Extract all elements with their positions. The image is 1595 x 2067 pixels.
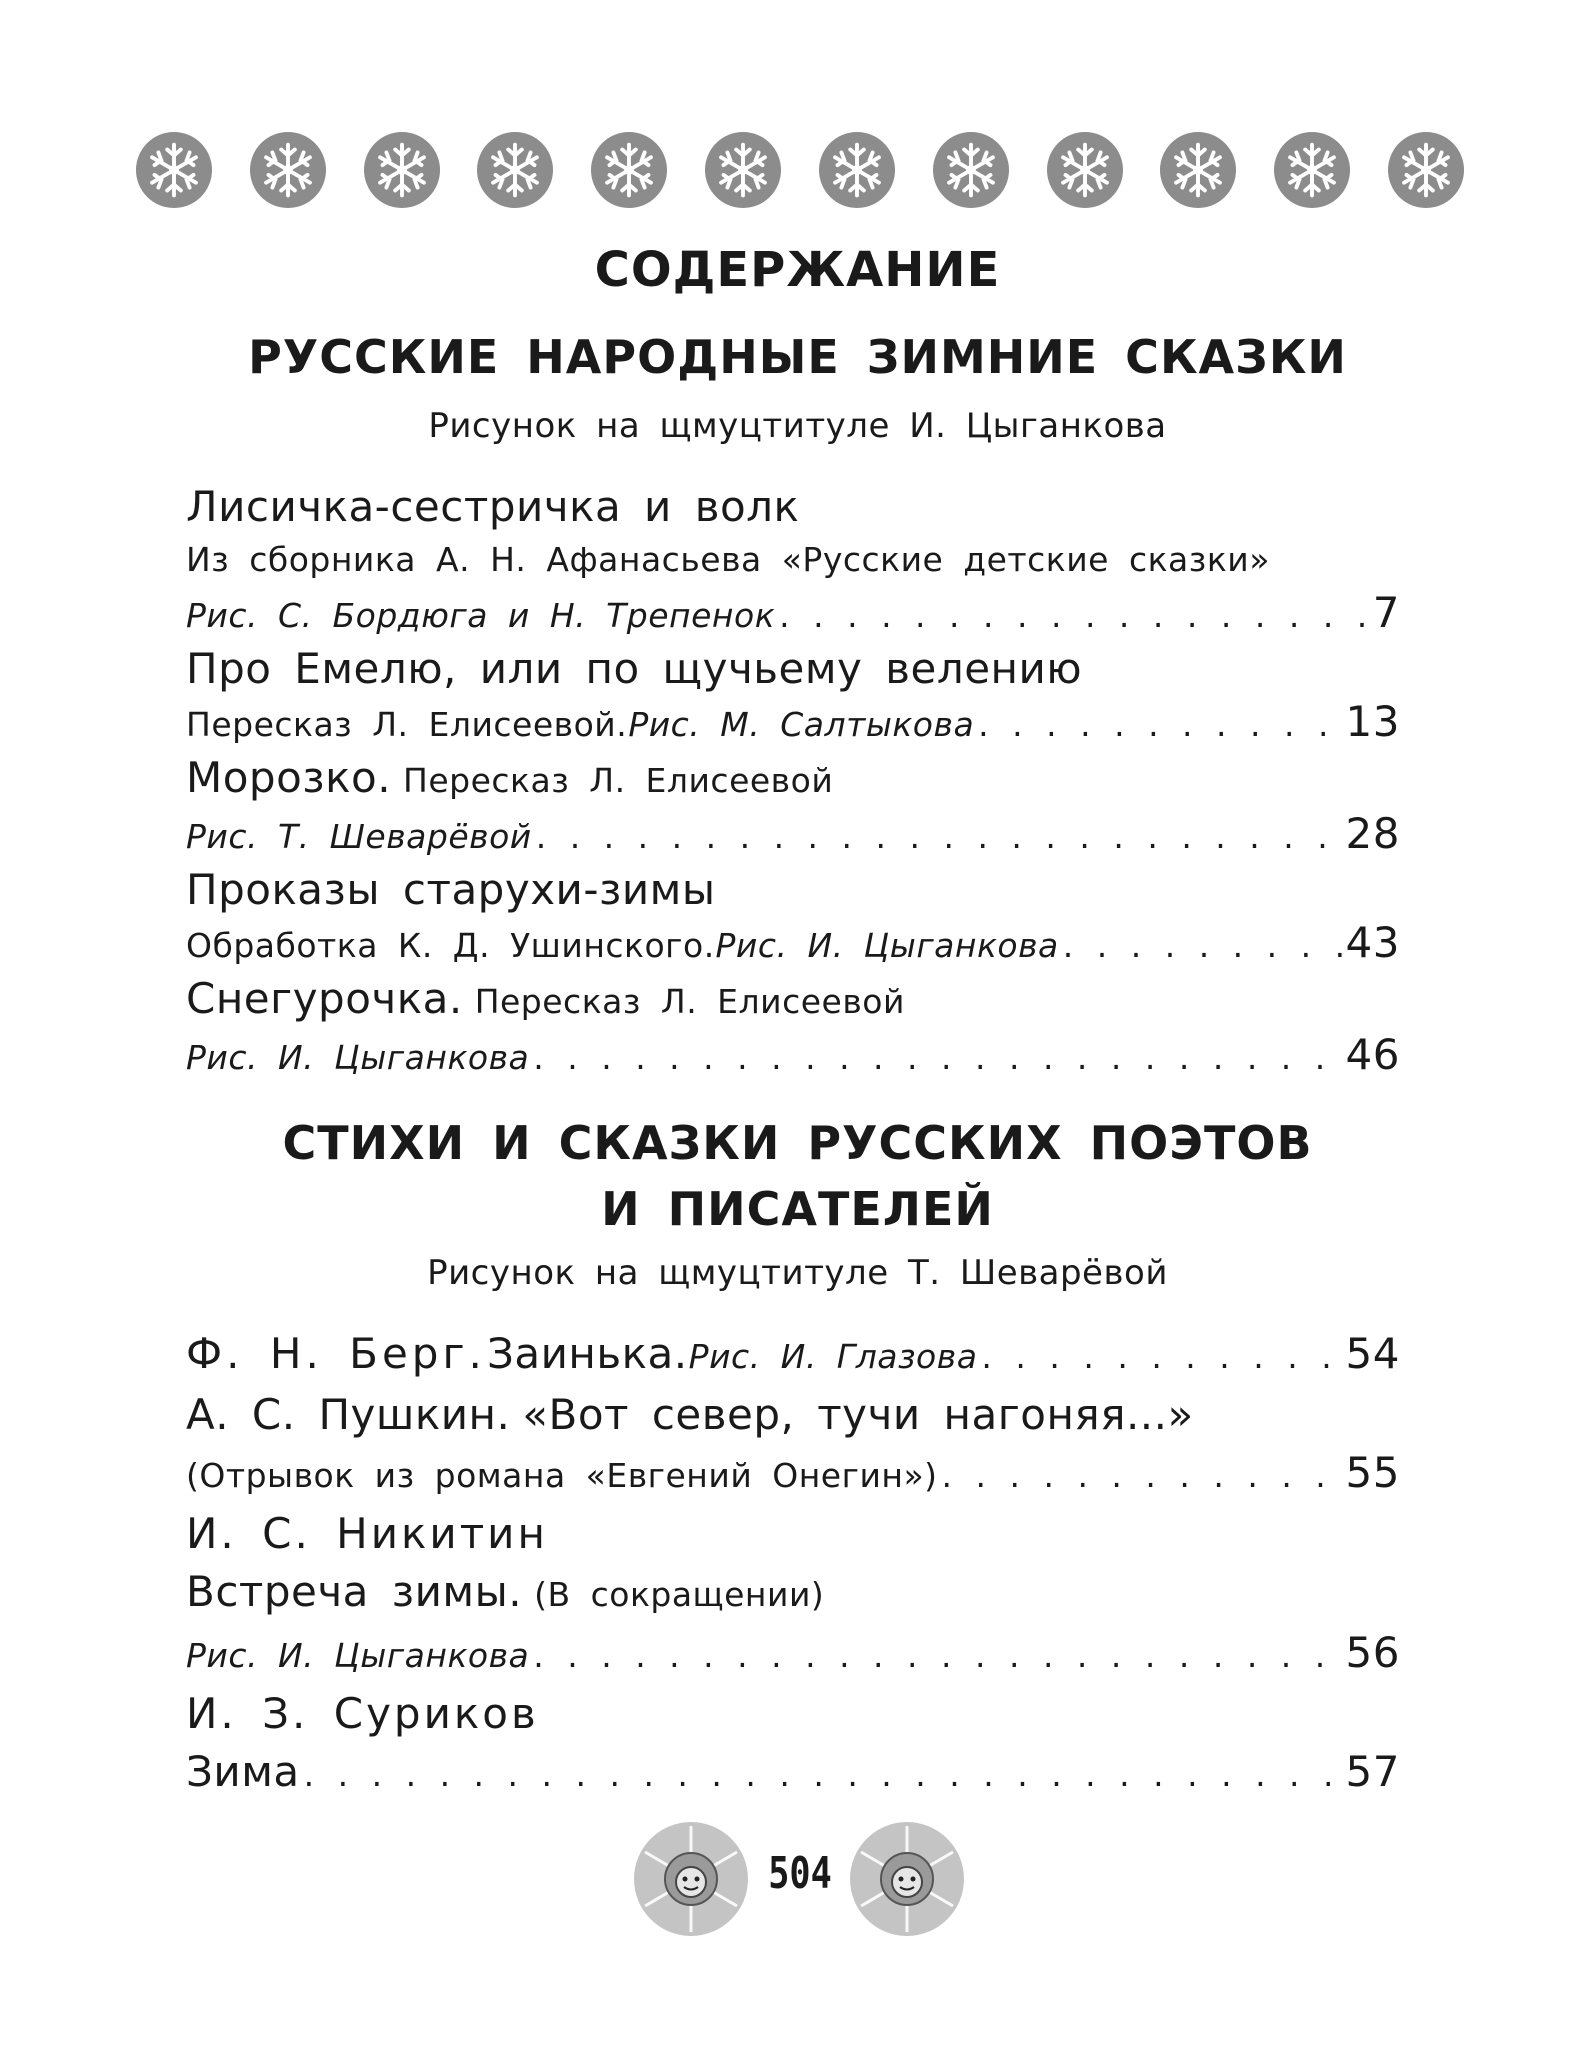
page-title: СОДЕРЖАНИЕ bbox=[594, 242, 1001, 298]
section-subtitle: Рисунок на щмуцтитуле И. Цыганкова bbox=[428, 406, 1167, 446]
entry-author: И. З. Суриков bbox=[186, 1689, 539, 1738]
toc-entry-leader-line bbox=[186, 1325, 1400, 1386]
entry-page-number: 57 bbox=[1345, 1747, 1400, 1796]
entry-page-number: 7 bbox=[1372, 588, 1400, 637]
toc-entry-title bbox=[186, 1386, 1400, 1444]
entry-title: Зима bbox=[186, 1747, 300, 1796]
toc-entry-title bbox=[186, 1563, 1400, 1624]
section-heading-continued: И ПИСАТЕЛЕЙ bbox=[601, 1182, 994, 1236]
entry-illustrators: Рис. М. Салтыкова bbox=[628, 705, 975, 744]
entry-title: Снегурочка. bbox=[186, 974, 463, 1023]
toc-entry-leader-line bbox=[186, 807, 1400, 863]
dot-leader bbox=[536, 810, 1342, 863]
section-subtitle: Рисунок на щмуцтитуле Т. Шеварёвой bbox=[427, 1253, 1168, 1293]
entry-title: Лисичка-сестричка и волк bbox=[186, 482, 800, 531]
entry-note: Пересказ Л. Елисеевой bbox=[403, 761, 834, 800]
page-number: 504 bbox=[768, 1848, 832, 1899]
entry-note: Пересказ Л. Елисеевой bbox=[474, 982, 905, 1021]
dot-leader bbox=[981, 1328, 1341, 1386]
toc-entry-title bbox=[186, 863, 1400, 916]
entry-page-number: 54 bbox=[1345, 1329, 1400, 1378]
entry-title: Про Емелю, или по щучьему велению bbox=[186, 644, 1083, 693]
entry-title: Проказы старухи-зимы bbox=[186, 865, 716, 914]
snowflake-icon bbox=[476, 131, 554, 209]
toc-entry-title bbox=[186, 972, 1400, 1028]
dot-leader bbox=[779, 589, 1369, 642]
dot-leader bbox=[1063, 919, 1342, 972]
entry-page-number: 28 bbox=[1345, 809, 1400, 858]
entry-illustrators: Рис. И. Глазова bbox=[688, 1337, 978, 1376]
entry-source: Из сборника А. Н. Афанасьева «Русские детские сказки» bbox=[186, 540, 1270, 579]
snowflake-icon bbox=[704, 131, 782, 209]
toc-entry-title bbox=[186, 642, 1400, 695]
toc-entry-title bbox=[186, 480, 1400, 533]
snowflake-icon bbox=[363, 131, 441, 209]
entry-note: Обработка К. Д. Ушинского. bbox=[186, 926, 715, 965]
entry-illustrators: Рис. С. Бордюга и Н. Трепенок bbox=[186, 596, 776, 635]
toc-entry-title bbox=[186, 751, 1400, 807]
snowflake-icon bbox=[1273, 131, 1351, 209]
entry-page-number: 43 bbox=[1345, 918, 1400, 967]
snowflake-icon bbox=[135, 131, 213, 209]
entry-illustrators: Рис. Т. Шеварёвой bbox=[186, 817, 532, 856]
dot-leader bbox=[978, 698, 1341, 751]
entry-page-number: 46 bbox=[1345, 1030, 1400, 1079]
dot-leader bbox=[942, 1447, 1342, 1505]
entry-note: (Отрывок из романа «Евгений Онегин») bbox=[186, 1456, 938, 1495]
snowman-ornament-icon bbox=[848, 1820, 966, 1938]
entry-page-number: 56 bbox=[1345, 1628, 1400, 1677]
toc-entry-author bbox=[186, 1505, 1400, 1563]
entry-illustrators: Рис. И. Цыганкова bbox=[186, 1636, 530, 1675]
entry-note: (В сокращении) bbox=[534, 1575, 825, 1614]
toc-section-2 bbox=[186, 1325, 1400, 1804]
toc-section-1 bbox=[186, 480, 1400, 1084]
toc-entry-leader-line bbox=[186, 695, 1400, 751]
snowflake-ornament-row bbox=[135, 130, 1465, 210]
dot-leader bbox=[304, 1746, 1342, 1804]
snowflake-icon bbox=[249, 131, 327, 209]
section-heading: СТИХИ И СКАЗКИ РУССКИХ ПОЭТОВ bbox=[282, 1116, 1313, 1170]
entry-title: Заинька. bbox=[486, 1329, 688, 1378]
entry-page-number: 55 bbox=[1345, 1448, 1400, 1497]
snowflake-icon bbox=[932, 131, 1010, 209]
toc-entry-leader-line bbox=[186, 1028, 1400, 1084]
toc-entry-leader-line bbox=[186, 1743, 1400, 1804]
entry-author: Ф. Н. Берг. bbox=[186, 1329, 486, 1378]
toc-entry-leader-line bbox=[186, 1624, 1400, 1685]
entry-title: «Вот север, тучи нагоняя...» bbox=[522, 1390, 1194, 1439]
entry-illustrators: Рис. И. Цыганкова bbox=[715, 926, 1059, 965]
entry-title: Встреча зимы. bbox=[186, 1567, 523, 1616]
page-footer bbox=[0, 1820, 1595, 1940]
toc-entry-leader-line bbox=[186, 916, 1400, 972]
snowflake-icon bbox=[818, 131, 896, 209]
snowman-ornament-icon bbox=[632, 1820, 750, 1938]
section-heading: РУССКИЕ НАРОДНЫЕ ЗИМНИЕ СКАЗКИ bbox=[248, 330, 1347, 384]
snowflake-icon bbox=[1046, 131, 1124, 209]
dot-leader bbox=[533, 1031, 1341, 1084]
snowflake-icon bbox=[590, 131, 668, 209]
entry-title: Морозко. bbox=[186, 753, 392, 802]
entry-author: И. С. Никитин bbox=[186, 1509, 548, 1558]
dot-leader bbox=[533, 1627, 1341, 1685]
snowflake-icon bbox=[1159, 131, 1237, 209]
entry-author: А. С. Пушкин. bbox=[186, 1390, 511, 1439]
toc-entry-leader-line bbox=[186, 1444, 1400, 1505]
toc-entry-source bbox=[186, 533, 1400, 586]
entry-illustrators: Рис. И. Цыганкова bbox=[186, 1038, 530, 1077]
entry-note: Пересказ Л. Елисеевой. bbox=[186, 705, 628, 744]
entry-page-number: 13 bbox=[1345, 697, 1400, 746]
snowflake-icon bbox=[1387, 131, 1465, 209]
toc-entry-author bbox=[186, 1685, 1400, 1743]
toc-entry-leader-line bbox=[186, 586, 1400, 642]
